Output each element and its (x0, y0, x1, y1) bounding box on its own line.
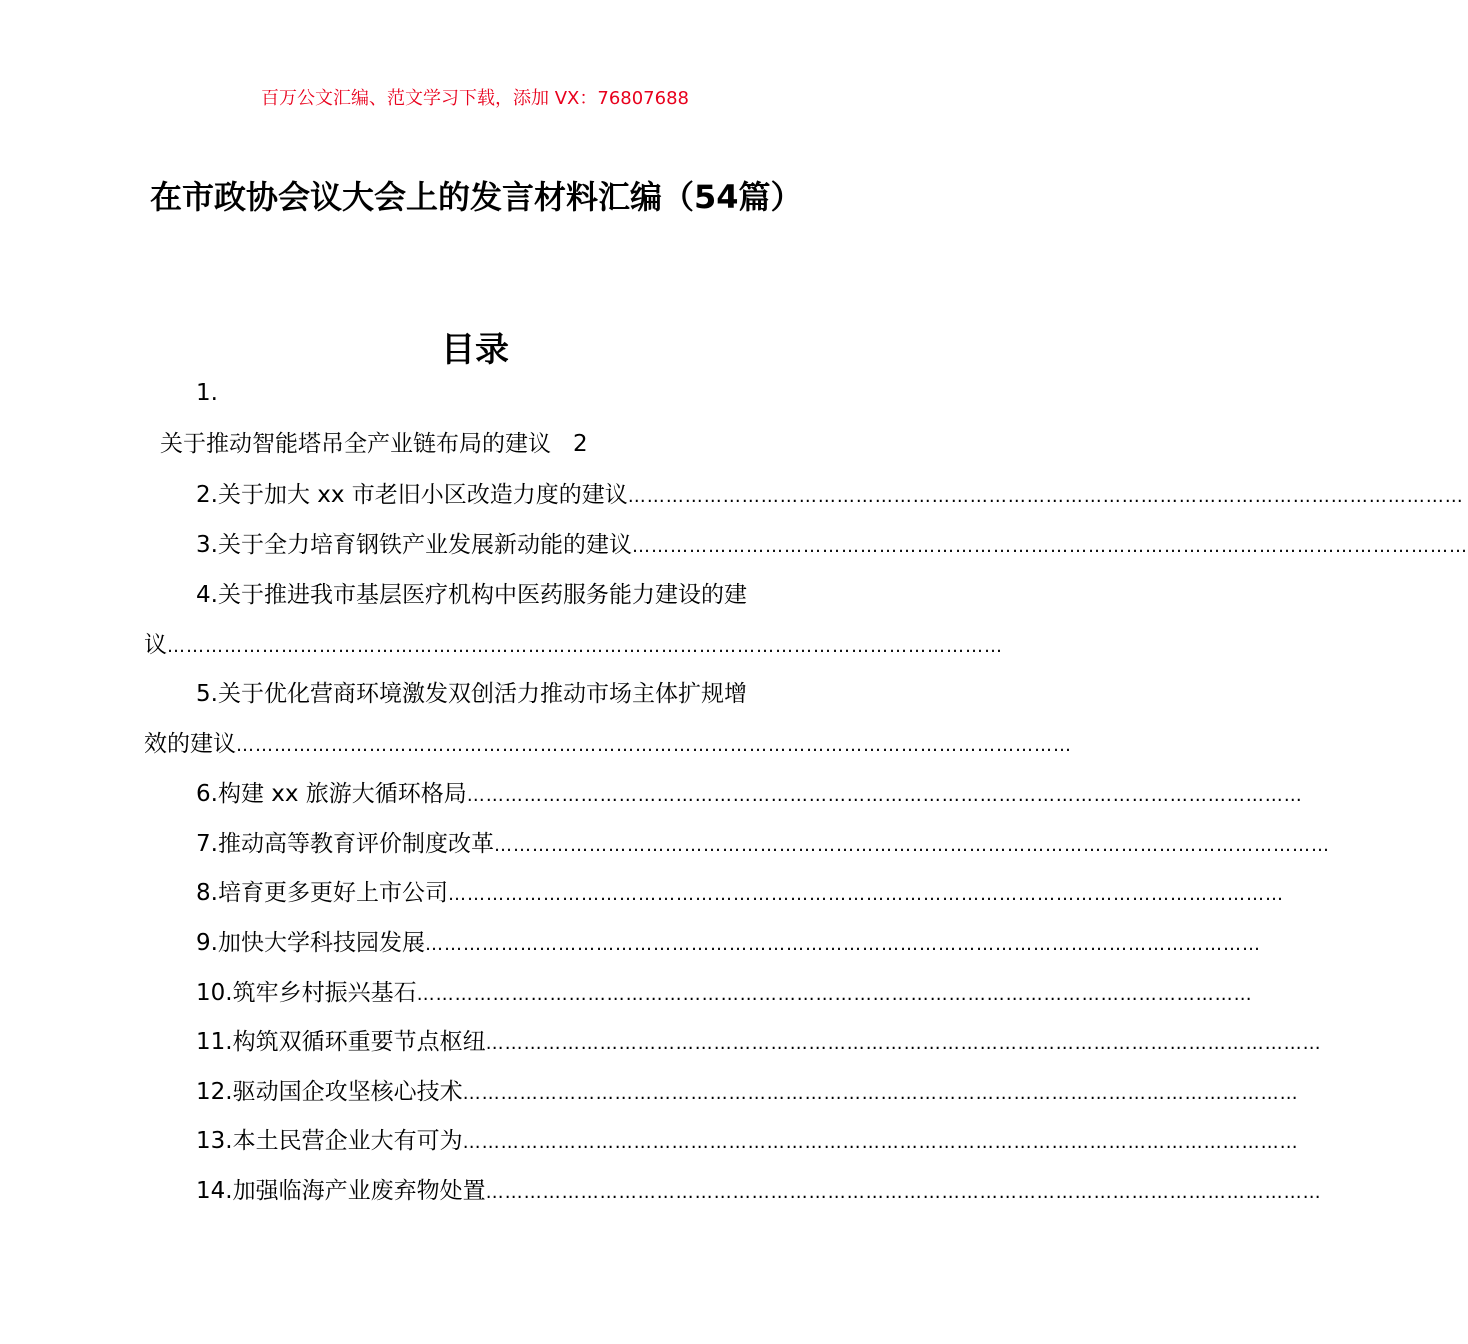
toc-item-1-page: 2 (572, 431, 588, 457)
toc-leader: …………………………………………………………………………………………………………………… (627, 486, 1464, 507)
toc-item-5-line-1[interactable]: 5.关于优化营商环境激发双创活力推动市场主体扩规增 (196, 681, 747, 707)
toc-leader: …………………………………………………………………………………………………………………… (485, 1182, 1322, 1203)
toc-item-9[interactable]: 9.加快大学科技园发展…………………………………………………………………………………………………………………… (196, 930, 1261, 956)
toc-item-11[interactable]: 11.构筑双循环重要节点枢纽…………………………………………………………………………………………………………………… (196, 1029, 1322, 1055)
toc-item-10[interactable]: 10.筑牢乡村振兴基石…………………………………………………………………………………………………………………… (196, 980, 1253, 1006)
toc-item-3[interactable]: 3.关于全力培育钢铁产业发展新动能的建议…………………………………………………………………………………………………………………… (196, 532, 1468, 558)
toc-leader: …………………………………………………………………………………………………………………… (485, 1033, 1322, 1054)
toc-heading: 目录 (441, 330, 509, 370)
toc-item-1[interactable]: 关于推动智能塔吊全产业链布局的建议 2 (160, 431, 588, 457)
toc-item-4-line-2[interactable]: 议…………………………………………………………………………………………………………………… (144, 632, 1003, 658)
toc-leader: …………………………………………………………………………………………………………………… (462, 1132, 1299, 1153)
header-note: 百万公文汇编、范文学习下载，添加 VX：76807688 (261, 88, 689, 109)
toc-leader: …………………………………………………………………………………………………………………… (424, 934, 1261, 955)
toc-item-4-line-1[interactable]: 4.关于推进我市基层医疗机构中医药服务能力建设的建 (196, 582, 747, 608)
toc-item-12[interactable]: 12.驱动国企攻坚核心技术…………………………………………………………………………………………………………………… (196, 1079, 1299, 1105)
toc-leader: …………………………………………………………………………………………………………………… (462, 1083, 1299, 1104)
toc-leader: …………………………………………………………………………………………………………………… (466, 785, 1303, 806)
document-title: 在市政协会议大会上的发言材料汇编（54篇） (150, 178, 803, 216)
toc-item-5-line-2[interactable]: 效的建议…………………………………………………………………………………………………………………… (144, 731, 1072, 757)
toc-item-13[interactable]: 13.本土民营企业大有可为…………………………………………………………………………………………………………………… (196, 1128, 1299, 1154)
toc-item-8[interactable]: 8.培育更多更好上市公司…………………………………………………………………………………………………………………… (196, 880, 1284, 906)
toc-item-7[interactable]: 7.推动高等教育评价制度改革…………………………………………………………………………………………………………………… (196, 831, 1330, 857)
toc-item-2[interactable]: 2.关于加大 xx 市老旧小区改造力度的建议…………………………………………………………………………………………………………………… (196, 482, 1464, 508)
toc-item-6[interactable]: 6.构建 xx 旅游大循环格局…………………………………………………………………………………………………………………… (196, 781, 1303, 807)
toc-item-14[interactable]: 14.加强临海产业废弃物处置…………………………………………………………………………………………………………………… (196, 1178, 1322, 1204)
toc-leader: …………………………………………………………………………………………………………………… (631, 536, 1468, 557)
toc-leader: …………………………………………………………………………………………………………………… (167, 636, 1003, 657)
toc-leader: …………………………………………………………………………………………………………………… (447, 884, 1284, 905)
toc-leader: …………………………………………………………………………………………………………………… (236, 735, 1072, 756)
toc-leader: …………………………………………………………………………………………………………………… (416, 984, 1253, 1005)
toc-leader: …………………………………………………………………………………………………………………… (493, 835, 1330, 856)
toc-item-1-number: 1. (196, 380, 218, 406)
